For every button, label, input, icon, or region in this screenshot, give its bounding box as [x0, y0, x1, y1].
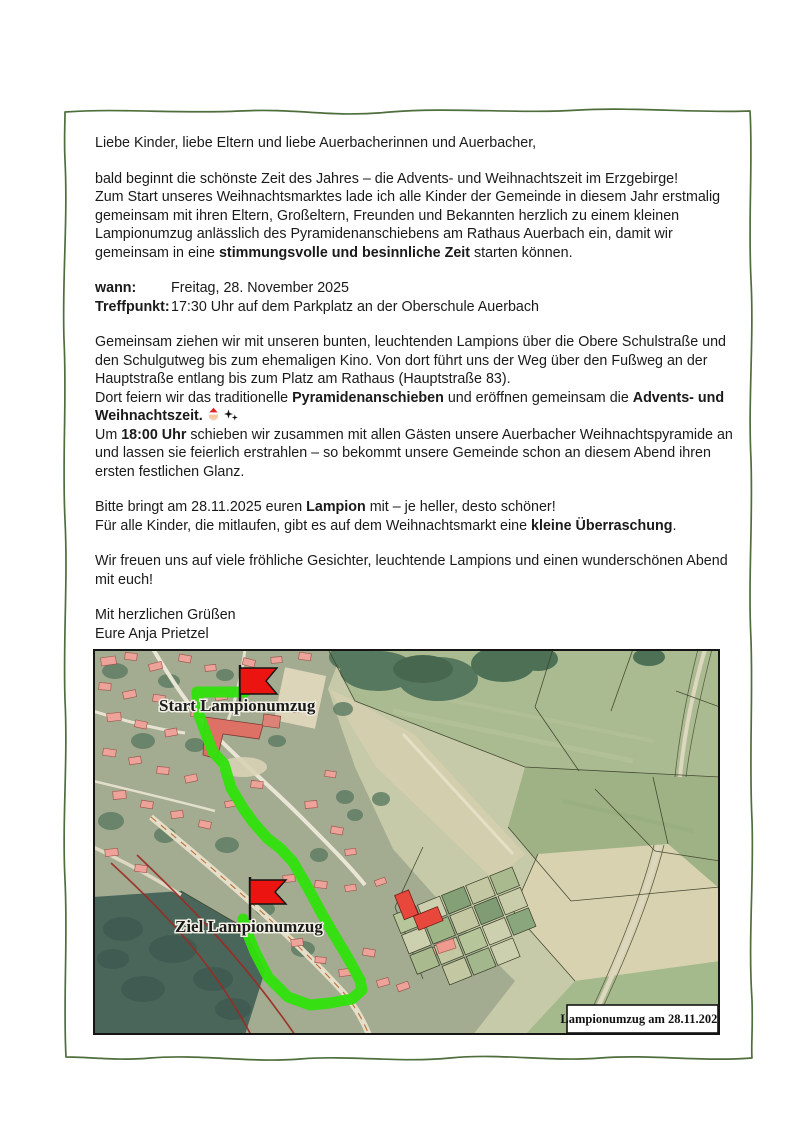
ziel-label: Ziel Lampionumzug — [175, 917, 323, 936]
start-label: Start Lampionumzug — [159, 696, 316, 715]
info-when: wann: Freitag, 28. November 2025 — [95, 280, 350, 296]
body-line: den Schulgutweg bis zum ehemaligen Kino. Von dort führt uns der Weg über den Fußweg an der — [95, 352, 708, 369]
body-line: Um 18:00 Uhr schieben wir zusammen mit allen Gästen unsere Auerbacher Weihnachtspyramide an — [95, 426, 733, 443]
body-line: Weihnachtszeit. — [95, 407, 719, 426]
body-line: Zum Start unseres Weihnachtsmarktes lade ich alle Kinder der Gemeinde in diesem Jahr erstmalig — [95, 189, 721, 205]
body-line: Wir freuen uns auf viele fröhliche Gesichter, leuchtende Lampions und einen wunderschönen Abend — [95, 553, 728, 569]
body-line: Für alle Kinder, die mitlaufen, gibt es auf dem Weihnachtsmarkt eine kleine Überraschung. — [95, 517, 677, 534]
body-line: und lassen sie feierlich erstrahlen – so bekommt unsere Gemeinde schon an diesem Abend ihren — [95, 445, 711, 461]
santa-icon — [206, 407, 221, 428]
letter-body — [95, 134, 733, 643]
info-meetingpoint: Treffpunkt:17:30 Uhr auf dem Parkplatz an der Oberschule Auerbach — [95, 298, 539, 315]
signature-line: Eure Anja Prietzel — [95, 625, 209, 642]
body-line: Gemeinsam ziehen wir mit unseren bunten, leuchtenden Lampions über die Obere Schulstraße und — [95, 334, 727, 350]
closing-line: Mit herzlichen Grüßen — [95, 607, 236, 623]
body-line: Hauptstraße entlang bis zum Platz am Rathaus (Hauptstraße 83). — [95, 371, 511, 387]
body-line: mit euch! — [95, 571, 154, 588]
map-caption-box — [560, 1005, 720, 1033]
map-caption: Lampionumzug am 28.11.2025 — [560, 1012, 720, 1026]
aerial-map-image — [93, 649, 720, 1035]
greeting-line: Liebe Kinder, liebe Eltern und liebe Auerbacherinnen und Auerbacher, — [95, 135, 537, 151]
body-line: Lampionumzug anlässlich des Pyramidenanschiebens am Rathaus Auerbach ein, damit wir — [95, 226, 673, 242]
body-line: Bitte bringt am 28.11.2025 euren Lampion mit – je heller, desto schöner! — [95, 499, 556, 515]
body-line: bald beginnt die schönste Zeit des Jahres – die Advents- und Weihnachtszeit im Erzgebirge! — [95, 170, 679, 187]
body-line: Dort feiern wir das traditionelle Pyramidenanschieben und eröffnen gemeinsam die Advents- und — [95, 389, 725, 406]
route-map — [93, 649, 720, 1035]
sparkles-icon — [224, 408, 238, 428]
body-line: ersten festlichen Glanz. — [95, 463, 245, 480]
body-line: gemeinsam mit ihren Eltern, Großeltern, Freunden und Bekannten herzlich zu einem kleinen — [95, 207, 680, 224]
body-line: gemeinsam in eine stimmungsvolle und besinnliche Zeit starten können. — [95, 244, 573, 261]
